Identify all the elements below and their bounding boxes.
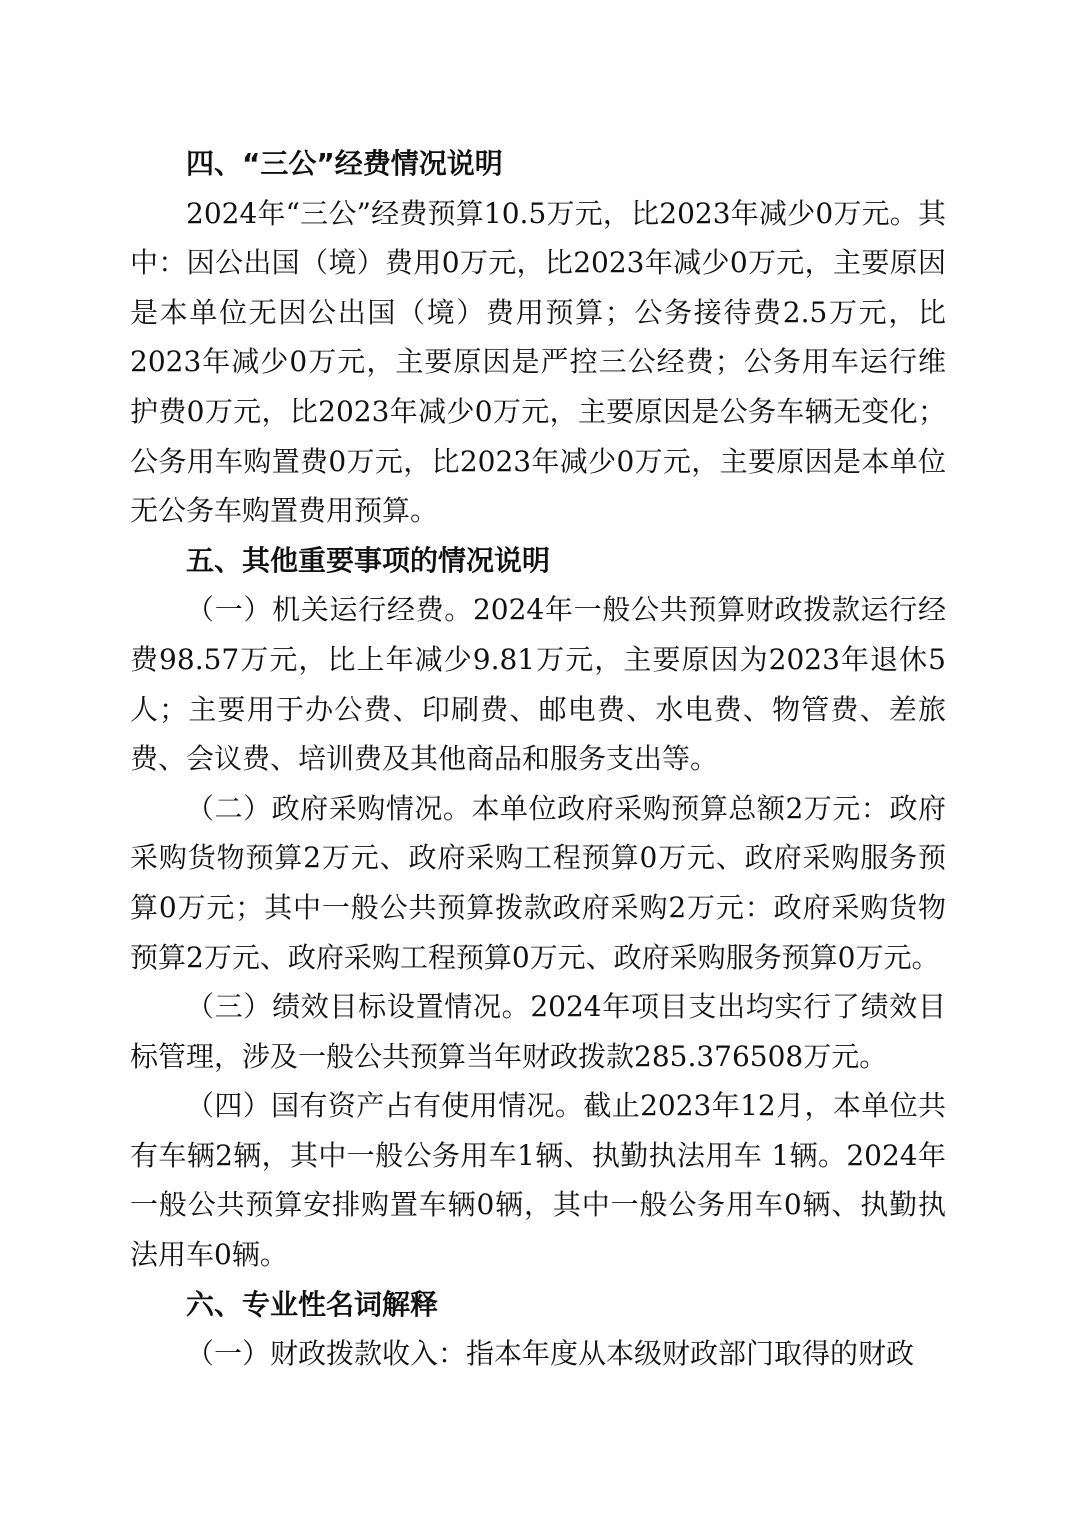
section-heading-sangong: 四、“三公”经费情况说明 [186, 147, 503, 180]
paragraph-sangong-budget: 2024年“三公”经费预算10.5万元，比2023年减少0万元。其中：因公出国（境）费用0万元，比2023年减少0万元，主要原因是本单位无因公出国（境）费用预算；公务接待费2.5万元，比2023年减少0万元，主要原因是严控三公经费；公务用车运行维护费0万元，比2023年减少0万元，主要原因是公务车辆无变化；公务用车购置费0万元，比2023年减少0万元，主要原因是本单位无公务车购置费用预算。 [130, 196, 946, 528]
paragraph-state-assets: （四）国有资产占有使用情况。截止2023年12月，本单位共有车辆2辆，其中一般公务用车1辆、执勤执法用车 1辆。2024年一般公共预算安排购置车辆0辆，其中一般公务用车0辆、执勤执法用车0辆。 [130, 1089, 946, 1272]
paragraph-performance-targets: （三）绩效目标设置情况。2024年项目支出均实行了绩效目标管理，涉及一般公共预算当年财政拨款285.376508万元。 [130, 990, 946, 1073]
paragraph-fiscal-appropriation-income: （一）财政拨款收入：指本年度从本级财政部门取得的财政 [186, 1337, 915, 1371]
paragraph-operating-expenses: （一）机关运行经费。2024年一般公共预算财政拨款运行经费98.57万元，比上年减少9.81万元，主要原因为2023年退休5人；主要用于办公费、印刷费、邮电费、水电费、物管费、差旅费、会议费、培训费及其他商品和服务支出等。 [130, 593, 946, 776]
section-heading-other-matters: 五、其他重要事项的情况说明 [186, 543, 551, 577]
paragraph-government-procurement: （二）政府采购情况。本单位政府采购预算总额2万元：政府采购货物预算2万元、政府采购工程预算0万元、政府采购服务预算0万元；其中一般公共预算拨款政府采购2万元：政府采购货物预算2万元、政府采购工程预算0万元、政府采购服务预算0万元。 [130, 791, 946, 974]
section-heading-glossary: 六、专业性名词解释 [186, 1287, 439, 1321]
document-page [130, 139, 946, 1379]
